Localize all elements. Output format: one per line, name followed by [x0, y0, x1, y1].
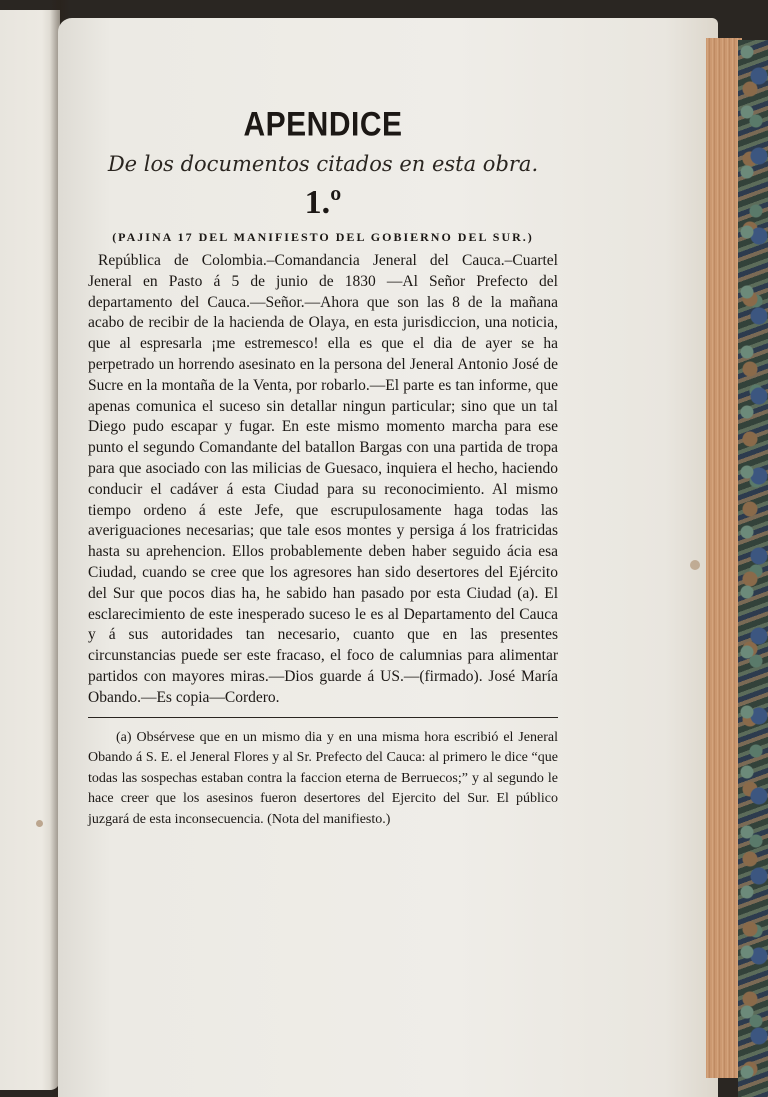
footnote-divider — [88, 717, 558, 718]
page-title: APENDICE — [243, 105, 403, 144]
source-reference: (PAJINA 17 DEL MANIFIESTO DEL GOBIERNO DEL SUR.) — [112, 230, 534, 244]
paper-stain — [36, 820, 43, 827]
page-fore-edge — [706, 38, 742, 1078]
handwritten-note: De los documentos citados en esta obra. — [107, 152, 539, 176]
letter-text: República de Colombia.–Comandancia Jeneral del Cauca.–Cuartel Jeneral en Pasto á 5 de junio de 1830 —Al Señor Prefecto del departamento del Cauca.—Señor.—Ahora que son las 8 de la mañana acabo de recibir de la hacienda de Olaya, en esta jurisdiccion, una noticia, que al espresarla ¡me estremesco! ella es que el dia de ayer se ha perpetrado un horrendo asesinato en la persona del Jeneral Antonio José de Sucre en la montaña de la Venta, por robarlo.—El parte es tan informe, que apenas comunica el suceso sin detallar ningun particular; sino que un tal Diego pudo escapar y fugar. En este mismo momento marcha para ese punto el segundo Comandante del batallon Bargas con una partida de tropa para que asociado con las milicias de Guesaco, inquiera el hecho, haciendo conducir el cadáver á esta Ciudad para su reconocimiento. Al mismo tiempo ordeno á este Jefe, que escrupulosamente haga todas las averiguaciones necesarias; que tale esos montes y persiga á los fratricidas hasta su aprehencion. Ellos probablemente deben haber seguido ácia esa Ciudad, cuando se cree que los agresores han sido desertores del Ejército del Sur que pocos dias ha, he sabido han pasado por esta Ciudad (a). El esclarecimiento de este inesperado suceso le es al Departamento del Cauca y á sus autoridades tan necesario, cuanto que en las presentes circunstancias puede ser este fracaso, el foco de calumnias para alimentar partidos con mayores miras.—Dios guarde á US.—(firmado). José María Obando.—Es copia—Cordero. — [88, 252, 558, 706]
page-content — [88, 105, 558, 830]
paper-stain — [690, 560, 700, 570]
section-number: 1.º — [304, 184, 342, 221]
footnote-text: (a) Obsérvese que en un mismo dia y en una misma hora escribió el Jeneral Obando á S. E. el Jeneral Flores y al Sr. Prefecto del Cauca: al primero le dice “que todas las sospechas estaban contra la faccion eterna de Berruecos;” y al segundo le hace creer que los asesinos fueron desertores del Ejercito del Sur. El público juzgará de esta inconsecuencia. (Nota del manifiesto.) — [88, 729, 558, 827]
marbled-cover — [738, 40, 768, 1097]
